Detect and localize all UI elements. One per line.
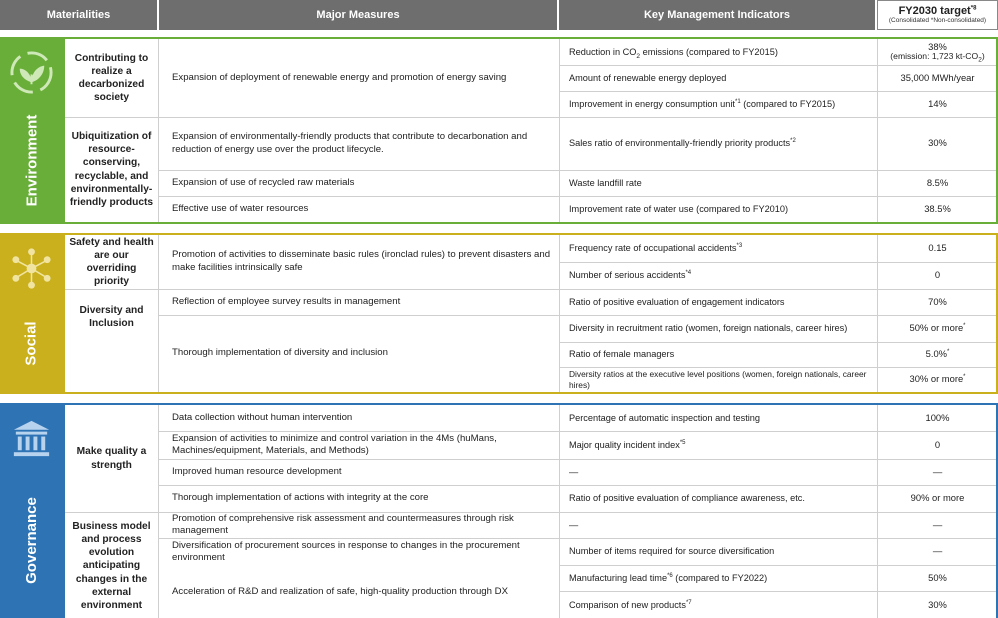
kmi-hr-dash: — [569,466,579,477]
header-measures-label: Major Measures [316,9,400,21]
materiality-diversity: Diversity and Inclusion [79,304,144,329]
kmi-auto-inspection: Percentage of automatic inspection and testing [569,412,761,423]
kmi-accident-frequency: Frequency rate of occupational accidents$^{*3}$ [569,243,743,254]
kmi-engagement: Ratio of positive evaluation of engagement indicators [569,296,785,307]
governance-section [0,403,998,618]
kmi-eco-sales: Sales ratio of environmentally-friendly priority products$^{*2}$ [569,138,796,149]
measure-dx: Acceleration of R&D and realization of safe, high-quality production through DX [172,586,508,598]
header-target-sub: (Consolidated *Non-consolidated) [888,17,987,25]
measure-renewable: Expansion of deployment of renewable energy and promotion of energy saving [172,71,507,83]
kmi-executive-diversity: Diversity ratios at the executive level positions (women, foreign nationals, career hires) [569,369,867,390]
kmi-energy-unit: Improvement in energy consumption unit$^{*1}$ (compared to FY2015) [569,98,836,109]
measure-employee-survey: Reflection of employee survey results in management [172,295,401,307]
governance-table [63,403,998,618]
target-female-managers: 5.0%* [925,348,950,360]
governance-band [0,403,63,618]
measure-data-collection: Data collection without human intervention [172,411,353,423]
measure-4ms: Expansion of activities to minimize and control variation in the 4Ms (huMans, Machines/equipment, Materials, and Methods) [172,432,497,456]
materiality-safety: Safety and health are our overriding priority [69,236,154,288]
materiality-business-model: Business model and process evolution anticipating changes in the external environment [72,520,151,612]
header-materialities [0,0,157,30]
measure-hr-development: Improved human resource development [172,465,342,477]
social-label: Social [23,321,40,366]
kmi-new-products: Comparison of new products$^{*7}$ [569,600,692,611]
target-compliance: 90% or more [910,492,965,504]
target-renewable: 35,000 MWh/year [900,71,975,83]
target-risk-dash: — [932,518,943,530]
social-band [0,233,63,394]
target-serious-accidents: 0 [934,269,941,281]
target-lead-time: 50% [928,571,947,583]
kmi-renewable: Amount of renewable energy deployed [569,72,727,83]
target-energy-unit: 14% [928,97,947,109]
kmi-water: Improvement rate of water use (compared to FY2010) [569,203,789,214]
target-co2: 38% (emission: 1,723 $kt-CO_2$) [890,41,985,65]
environment-table [63,37,998,224]
kmi-serious-accidents: Number of serious accidents$^{*4}$ [569,270,692,281]
target-water: 38.5% [924,202,951,214]
target-eco-sales: 30% [928,137,947,149]
target-auto-inspection: 100% [925,411,950,423]
kmi-lead-time: Manufacturing lead time$^{*6}$ (compared to FY2022) [569,572,768,583]
kmi-female-managers: Ratio of female managers [569,349,675,360]
kmi-source-diversification: Number of items required for source diversification [569,546,775,557]
header-target-note: *8 [970,5,977,12]
kmi-risk-dash: — [569,519,579,530]
header-measures [159,0,557,30]
measure-procurement: Diversification of procurement sources in response to changes in the procurement environment [172,539,520,563]
kmi-landfill: Waste landfill rate [569,177,642,188]
pillars-building-icon [8,415,55,462]
measure-diversity: Thorough implementation of diversity and inclusion [172,347,388,359]
kmi-recruitment: Diversity in recruitment ratio (women, foreign nationals, career hires) [569,323,848,334]
kmi-quality-incident: Major quality incident index$^{*5}$ [569,439,686,450]
header-target-title: FY2030 target [898,5,971,18]
social-section [0,233,998,394]
measure-recycled: Expansion of use of recycled raw materials [172,176,355,188]
target-hr-dash: — [932,465,943,477]
kmi-compliance: Ratio of positive evaluation of compliance awareness, etc. [569,493,805,504]
recycle-leaf-icon [8,49,55,96]
header-kmi-label: Key Management Indicators [643,9,791,21]
target-accident-frequency: 0.15 [928,242,947,254]
target-quality-incident: 0 [934,438,941,450]
environment-section [0,37,998,224]
target-landfill: 8.5% [926,176,949,188]
materiality-quality: Make quality a strength [76,446,147,471]
target-recruitment: 50% or more* [909,322,966,334]
materiality-recyclable: Ubiquitization of resource-conserving, recyclable, and environmentally-friendly products [69,130,154,208]
social-table [63,233,998,394]
measure-water: Effective use of water resources [172,202,309,214]
environment-label: Environment [23,114,40,207]
measure-risk-assessment: Promotion of comprehensive risk assessment and countermeasures through risk management [172,513,514,536]
materiality-decarbonized: Contributing to realize a decarbonized society [74,52,149,104]
header-kmi [559,0,875,30]
target-source-diversification: — [932,545,943,557]
environment-band [0,37,63,224]
measure-ironclad-rules: Promotion of activities to disseminate basic rules (ironclad rules) to prevent disasters and make facilities intrinsically safe [172,249,551,273]
header-target [877,0,998,30]
target-new-products: 30% [928,599,947,611]
measure-eco-products: Expansion of environmentally-friendly products that contribute to decarbonation and reduction of energy use over the product lifecycle. [172,130,528,155]
governance-label: Governance [23,497,40,584]
kmi-co2: Reduction in $CO_2$ emissions (compared to FY2015) [569,46,778,60]
header-materialities-label: Materialities [46,9,111,21]
people-network-icon [8,245,55,292]
measure-integrity: Thorough implementation of actions with integrity at the core [172,492,429,504]
target-executive-diversity: 30% or more* [909,373,966,385]
target-engagement: 70% [928,295,947,307]
